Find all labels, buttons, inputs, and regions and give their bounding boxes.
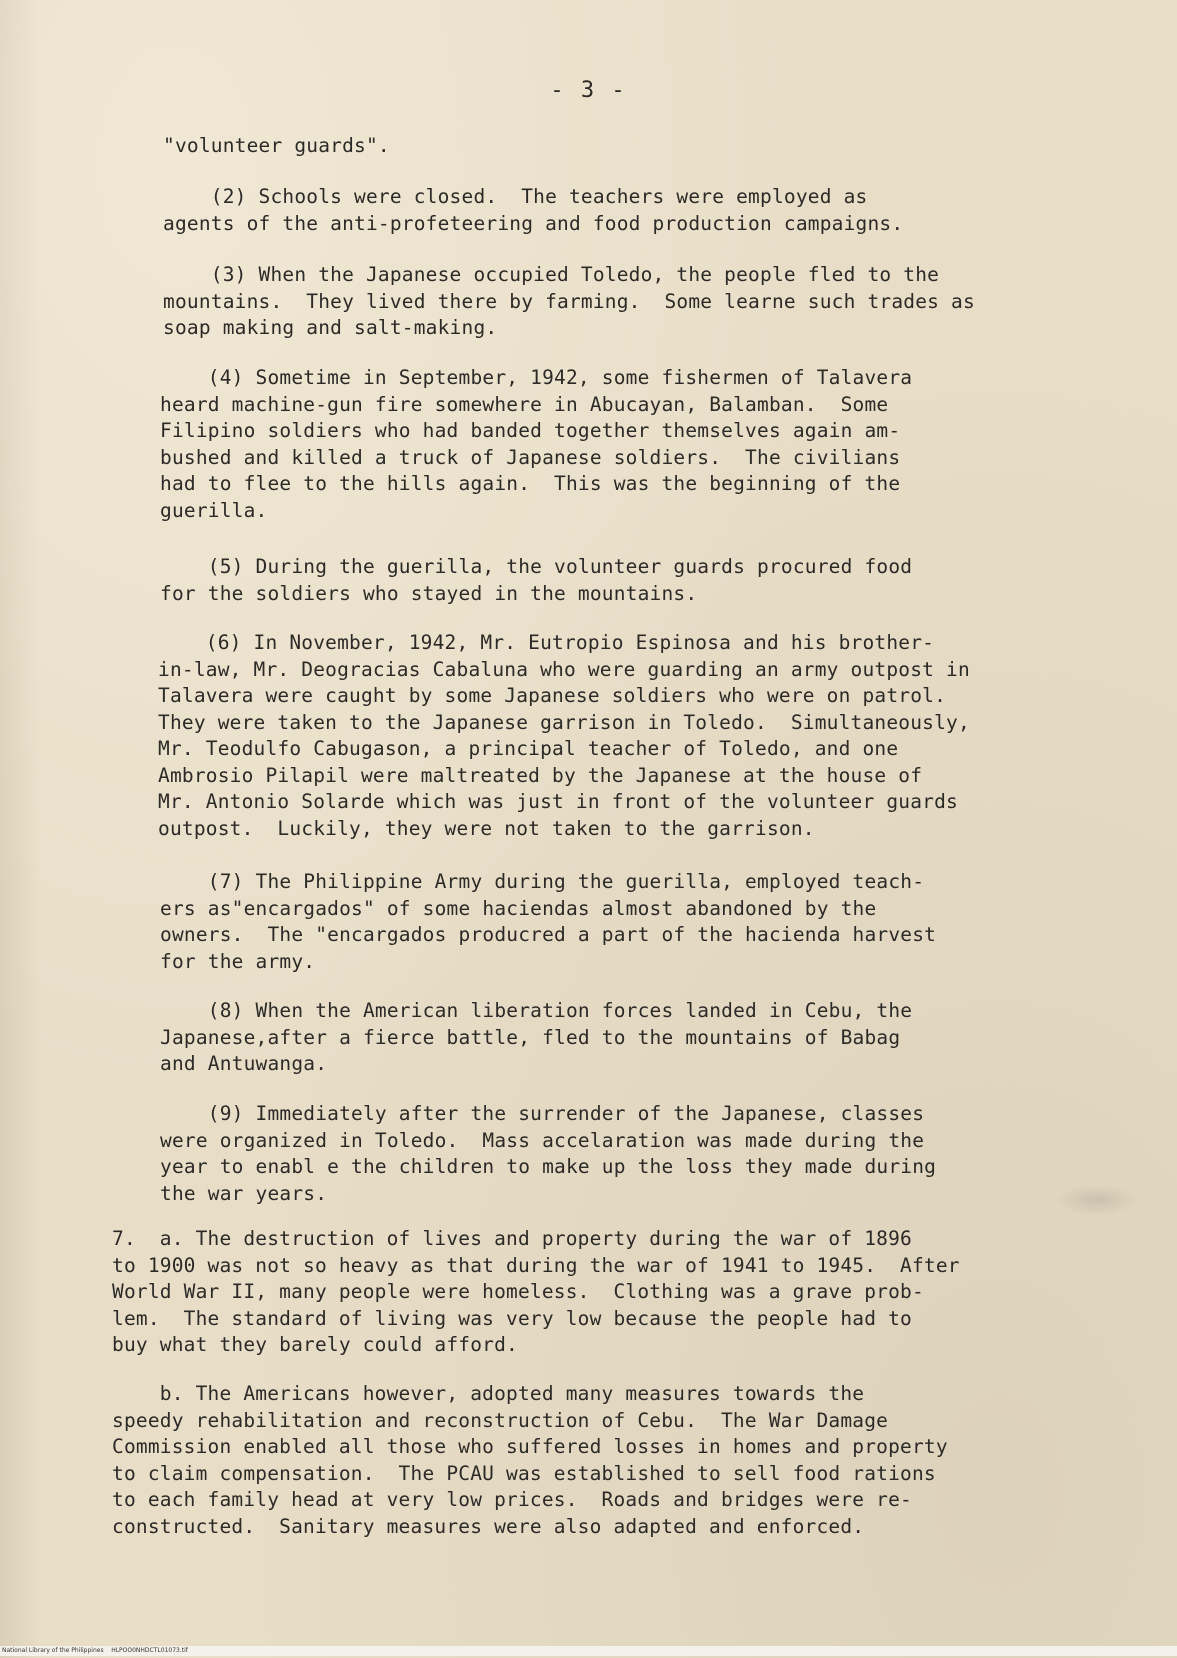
paragraph-2-schools-closed: (2) Schools were closed. The teachers were employed as agents of the anti-profeteering and food production campaigns. — [163, 185, 904, 235]
paragraph-7-encargados: (7) The Philippine Army during the guerilla, employed teach- ers as"encargados" of some haciendas almost abandoned by the owners. The "encargados producred a part of the hacienda harvest for the army. — [160, 870, 937, 973]
paragraph-9-classes-organized: (9) Immediately after the surrender of the Japanese, classes were organized in Toledo. Mass accelaration was made during the year to enabl e the children to make up the loss they made during the war years. — [160, 1102, 937, 1205]
paragraph-7b-rehabilitation: b. The Americans however, adopted many measures towards the speedy rehabilitation and reconstruction of Cebu. The War Damage Commission enabled all those who suffered losses in homes and property to claim compensation. The PCAU was established to sell food rations to each family head at very low prices. Roads and bridges were re- constructed. Sanitary measures were also adapted and enforced. — [112, 1382, 948, 1538]
paper-smudge — [1057, 1185, 1137, 1215]
paragraph-3-fled-to-mountains: (3) When the Japanese occupied Toledo, the people fled to the mountains. They lived there by farming. Some learne such trades as soap making and salt-making. — [163, 263, 975, 339]
paragraph-8-liberation-forces: (8) When the American liberation forces landed in Cebu, the Japanese,after a fierce battle, fled to the mountains of Babag and Antuwanga. — [160, 999, 913, 1075]
paragraph-7a-destruction: 7. a. The destruction of lives and property during the war of 1896 to 1900 was not so heavy as that during the war of 1941 to 1945. After World War II, many people were homeless. Clothing was a grave prob- lem. The standard of living was very low because the people had to buy what they barely could afford. — [112, 1227, 960, 1356]
paragraph-5-food-procurement: (5) During the guerilla, the volunteer guards procured food for the soldiers who stayed in the mountains. — [160, 555, 913, 605]
paragraph-4-guerilla-beginning: (4) Sometime in September, 1942, some fishermen of Talavera heard machine-gun fire somewhere in Abucayan, Balamban. Some Filipino soldiers who had banded together themselves again am- bushed and killed a truck of Japanese soldiers. The civilians had to flee to the hills again. This was the beginning of the guerilla. — [160, 366, 913, 522]
paragraph-6-november-1942: (6) In November, 1942, Mr. Eutropio Espinosa and his brother- in-law, Mr. Deogracias Cabaluna who were guarding an army outpost in Talavera were caught by some Japanese soldiers who were on patrol. They were taken to the Japanese garrison in Toledo. Simultaneously, Mr. Teodulfo Cabugason, a principal teacher of Toledo, and one Ambrosio Pilapil were maltreated by the Japanese at the house of Mr. Antonio Solarde which was just in front of the volunteer guards outpost. Luckily, they were not taken to the garrison. — [158, 631, 970, 840]
page-number: - 3 - — [550, 78, 627, 103]
scan-footer-caption: National Library of the Philippines HLPOO0NHDCTL01073.tif — [0, 1646, 1177, 1656]
paragraph-volunteer-guards-end: "volunteer guards". — [163, 134, 390, 157]
